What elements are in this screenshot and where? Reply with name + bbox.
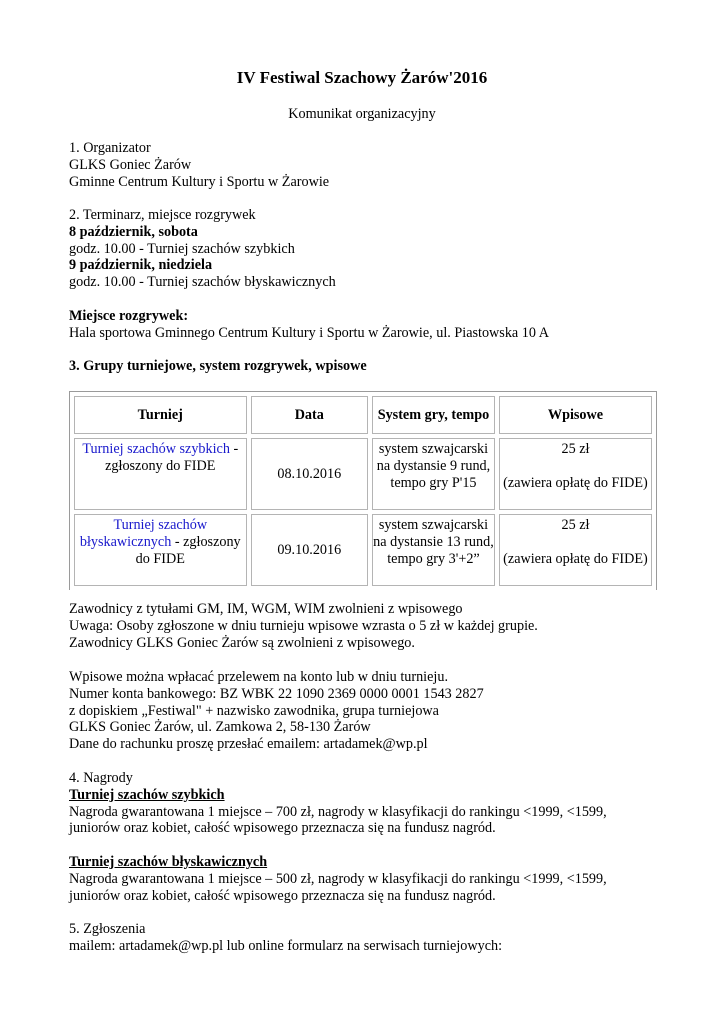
fee-note: (zawiera opłatę do FIDE)	[503, 550, 648, 567]
payment-section	[69, 669, 669, 753]
table-header: Turniej	[74, 396, 247, 434]
registration-heading: 5. Zgłoszenia	[69, 921, 146, 937]
fee-notes-section	[69, 601, 669, 651]
table-header: Data	[251, 396, 368, 434]
payment-email-line: Dane do rachunku proszę przesłać emailem: artadamek@wp.pl	[69, 736, 428, 753]
fee-note-line: Zawodnicy z tytułami GM, IM, WGM, WIM zwolnieni z wpisowego	[69, 601, 463, 617]
schedule-day-1: 8 październik, sobota	[69, 223, 198, 240]
table-header: Wpisowe	[499, 396, 652, 434]
table-row	[74, 514, 652, 586]
venue-label: Miejsce rozgrywek:	[69, 308, 189, 324]
organizer-line: Gminne Centrum Kultury i Sportu w Żarowie	[69, 173, 330, 190]
date-cell: 09.10.2016	[251, 514, 368, 586]
prize-line: juniorów oraz kobiet, całość wpisowego przeznacza się na fundusz nagród.	[69, 820, 496, 837]
fee-note: (zawiera opłatę do FIDE)	[503, 474, 648, 491]
tournament-name-text: zgłoszony do FIDE	[105, 457, 216, 474]
blitz-prizes-section	[69, 854, 669, 904]
rapid-prizes-heading: Turniej szachów szybkich	[69, 786, 225, 803]
prize-line: Nagroda gwarantowana 1 miejsce – 700 zł, nagrody w klasyfikacji do rankingu <1999, <1599,	[69, 803, 607, 820]
fee-note-line: Uwaga: Osoby zgłoszone w dniu turnieju wpisowe wzrasta o 5 zł w każdej grupie.	[69, 617, 538, 634]
rapid-tournament-link[interactable]: Turniej szachów szybkich	[82, 441, 230, 457]
organizer-section	[69, 140, 669, 190]
system-line: na dystansie 13 rund,	[373, 533, 494, 550]
prizes-heading: 4. Nagrody	[69, 770, 133, 786]
prizes-section	[69, 770, 669, 837]
document-title: IV Festiwal Szachowy Żarów'2016	[236, 68, 488, 87]
blitz-tournament-link-continued[interactable]: błyskawicznych	[79, 533, 172, 550]
system-line: na dystansie 9 rund,	[376, 457, 491, 474]
system-line: tempo gry P'15	[390, 474, 477, 491]
system-cell	[372, 514, 495, 586]
organizer-heading: 1. Organizator	[69, 140, 151, 156]
groups-heading: 3. Grupy turniejowe, system rozgrywek, wpisowe	[69, 358, 367, 374]
tournament-name-cell	[74, 438, 247, 510]
system-line: system szwajcarski	[378, 517, 489, 533]
payment-line: GLKS Goniec Żarów, ul. Zamkowa 2, 58-130 Żarów	[69, 719, 371, 736]
registration-line: mailem: artadamek@wp.pl lub online formularz na serwisach turniejowych:	[69, 937, 503, 954]
fee-cell	[499, 438, 652, 510]
schedule-day-1-event: godz. 10.00 - Turniej szachów szybkich	[69, 240, 295, 257]
fee-amount: 25 zł	[561, 441, 590, 457]
blitz-tournament-link[interactable]: Turniej szachów	[113, 517, 208, 533]
bank-account-line: Numer konta bankowego: BZ WBK 22 1090 2369 0000 0001 1543 2827	[69, 685, 484, 702]
table-header-row	[74, 396, 652, 434]
date-cell: 08.10.2016	[251, 438, 368, 510]
venue-section	[69, 308, 669, 342]
organizer-line: GLKS Goniec Żarów	[69, 156, 192, 173]
fee-amount: 25 zł	[561, 517, 590, 533]
schedule-day-2-event: godz. 10.00 - Turniej szachów błyskawicznych	[69, 274, 336, 291]
tournament-name-cell	[74, 514, 247, 586]
system-line: system szwajcarski	[378, 441, 489, 457]
prize-line: juniorów oraz kobiet, całość wpisowego przeznacza się na fundusz nagród.	[69, 887, 496, 904]
fee-cell	[499, 514, 652, 586]
fee-note-line: Zawodnicy GLKS Goniec Żarów są zwolnieni z wpisowego.	[69, 634, 415, 651]
tournament-table	[69, 391, 657, 590]
prize-line: Nagroda gwarantowana 1 miejsce – 500 zł, nagrody w klasyfikacji do rankingu <1999, <1599,	[69, 870, 607, 887]
system-line: tempo gry 3'+2”	[387, 550, 480, 567]
schedule-heading: 2. Terminarz, miejsce rozgrywek	[69, 207, 256, 223]
venue-address: Hala sportowa Gminnego Centrum Kultury i Sportu w Żarowie, ul. Piastowska 10 A	[69, 324, 549, 341]
schedule-section	[69, 207, 669, 291]
table-header: System gry, tempo	[372, 396, 495, 434]
schedule-day-2: 9 październik, niedziela	[69, 257, 213, 274]
document-subtitle: Komunikat organizacyjny	[288, 106, 436, 122]
blitz-prizes-heading: Turniej szachów błyskawicznych	[69, 854, 268, 870]
table-row	[74, 438, 652, 510]
registration-section	[69, 921, 669, 955]
tournament-name-text: -	[229, 441, 239, 457]
system-cell	[372, 438, 495, 510]
tournament-name-text: - zgłoszony	[171, 533, 241, 550]
payment-line: Wpisowe można wpłacać przelewem na konto lub w dniu turnieju.	[69, 669, 449, 685]
tournament-name-text: do FIDE	[135, 550, 185, 567]
payment-line: z dopiskiem „Festiwal" + nazwisko zawodnika, grupa turniejowa	[69, 702, 439, 719]
